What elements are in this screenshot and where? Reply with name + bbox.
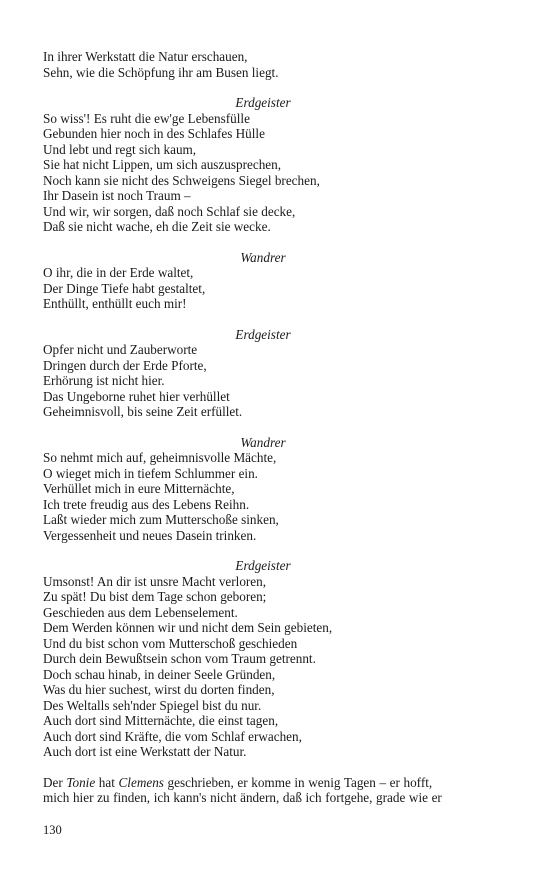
stanza-5 xyxy=(43,435,473,544)
verse-line: Geschieden aus dem Lebenselement. xyxy=(43,604,238,620)
speaker-label: Erdgeister xyxy=(235,95,291,110)
prose-paragraph xyxy=(43,775,473,806)
verse-line: Umsonst! An dir ist unsre Macht verloren, xyxy=(43,573,267,589)
prose-line xyxy=(43,775,473,791)
verse-line: Ihr Dasein ist noch Traum – xyxy=(43,188,191,203)
speaker-label: Erdgeister xyxy=(235,326,291,342)
verse-line: In ihrer Werkstatt die Natur erschauen, xyxy=(43,49,248,64)
prose-text: geschrieben, er komme in wenig Tagen – er hofft, xyxy=(163,774,433,790)
speaker-label: Erdgeister xyxy=(235,558,291,573)
verse-line: Und wir, wir sorgen, daß noch Schlaf sie decke, xyxy=(43,203,296,219)
verse-line: Laßt wieder mich zum Mutterschoße sinken, xyxy=(43,512,279,527)
verse-line: Was du hier suchest, wirst du dorten finden, xyxy=(43,682,275,697)
stanza-3 xyxy=(43,250,473,312)
verse-line: Sehn, wie die Schöpfung ihr am Busen liegt. xyxy=(43,64,279,80)
verse-line: Auch dort sind Kräfte, die vom Schlaf erwachen, xyxy=(43,728,302,744)
prose-text: Der xyxy=(43,774,67,790)
verse-line: Vergessenheit und neues Dasein trinken. xyxy=(43,527,257,543)
verse-line: Dem Werden können wir und nicht dem Sein gebieten, xyxy=(43,620,333,635)
verse-line: Der Dinge Tiefe habt gestaltet, xyxy=(43,280,206,296)
name-clemens: Clemens xyxy=(118,774,164,790)
verse-line: Sie hat nicht Lippen, um sich auszusprechen, xyxy=(43,157,282,172)
verse-line: Auch dort ist eine Werkstatt der Natur. xyxy=(43,744,247,759)
verse-line: Erhörung ist nicht hier. xyxy=(43,373,165,388)
verse-line: O ihr, die in der Erde waltet, xyxy=(43,265,194,280)
stanza-6 xyxy=(43,558,473,760)
stanza-2 xyxy=(43,95,473,235)
verse-line: Zu spät! Du bist dem Tage schon geboren; xyxy=(43,589,267,604)
verse-line: O wieget mich in tiefem Schlummer ein. xyxy=(43,465,258,481)
verse-line: Dringen durch der Erde Pforte, xyxy=(43,357,207,373)
verse-line: Durch dein Bewußtsein schon vom Traum getrennt. xyxy=(43,651,316,666)
verse-line: Gebunden hier noch in des Schlafes Hülle xyxy=(43,126,265,141)
page-number: 130 xyxy=(43,823,62,837)
speaker-label: Wandrer xyxy=(240,434,286,450)
verse-line: Daß sie nicht wache, eh die Zeit sie wecke. xyxy=(43,219,271,234)
name-tonie: Tonie xyxy=(66,774,96,790)
speaker-label: Wandrer xyxy=(240,249,286,265)
prose-line: mich hier zu finden, ich kann's nicht ändern, daß ich fortgehe, grade wie er xyxy=(43,790,442,805)
verse-line: Des Weltalls seh'nder Spiegel bist du nur. xyxy=(43,697,262,713)
verse-line: Noch kann sie nicht des Schweigens Siegel brechen, xyxy=(43,172,320,188)
verse-line: Und du bist schon vom Mutterschoß geschieden xyxy=(43,635,298,651)
verse-line: Das Ungeborne ruhet hier verhüllet xyxy=(43,388,230,404)
verse-line: Und lebt und regt sich kaum, xyxy=(43,141,197,157)
verse-line: Verhüllet mich in eure Mitternächte, xyxy=(43,481,235,496)
stanza-1 xyxy=(43,49,473,80)
verse-line: Geheimnisvoll, bis seine Zeit erfüllet. xyxy=(43,404,243,419)
page-content xyxy=(43,49,473,806)
verse-line: Doch schau hinab, in deiner Seele Gründen, xyxy=(43,666,276,682)
verse-line: So wiss'! Es ruht die ew'ge Lebensfülle xyxy=(43,110,250,126)
verse-line: Enthüllt, enthüllt euch mir! xyxy=(43,296,187,311)
verse-line: Opfer nicht und Zauberworte xyxy=(43,342,198,357)
verse-line: So nehmt mich auf, geheimnisvolle Mächte, xyxy=(43,450,277,465)
verse-line: Ich trete freudig aus des Lebens Reihn. xyxy=(43,496,250,512)
verse-line: Auch dort sind Mitternächte, die einst tagen, xyxy=(43,713,279,728)
prose-text: hat xyxy=(95,774,119,790)
stanza-4 xyxy=(43,327,473,420)
